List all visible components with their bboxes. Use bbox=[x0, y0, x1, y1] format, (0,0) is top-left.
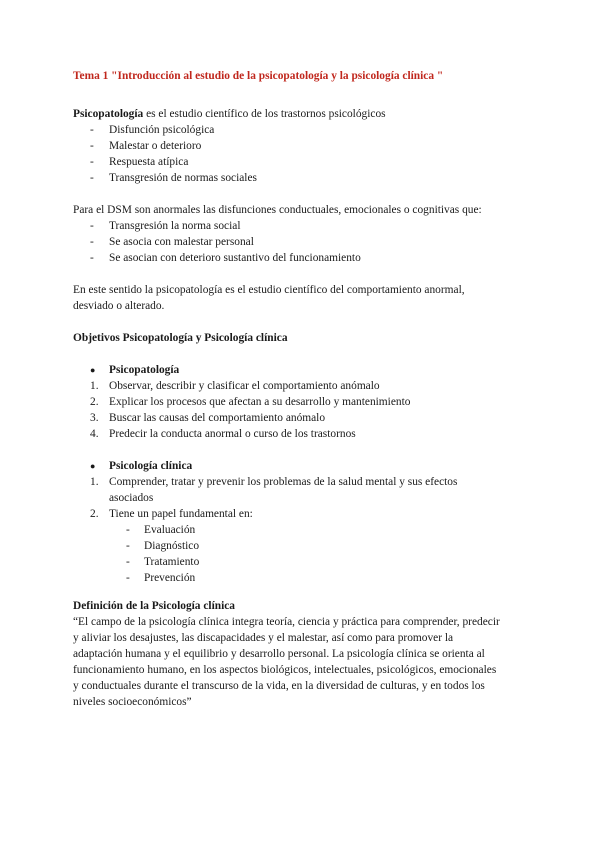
psicopatologia-objectives-list bbox=[73, 378, 528, 442]
list-item: - Diagnóstico bbox=[126, 540, 200, 552]
list-item: 1. Comprender, tratar y prevenir los problemas de la salud mental y sus efectos asociados bbox=[90, 476, 458, 504]
psicopatologia-definition-text: es el estudio científico de los trastornos psicológicos bbox=[143, 108, 386, 120]
list-item: 1. Observar, describir y clasificar el comportamiento anómalo bbox=[90, 380, 380, 392]
definicion-quote: “El campo de la psicología clínica integra teoría, ciencia y práctica para comprender, predecir y aliviar los desajustes, las discapacidades y el malestar, así como para promover la adaptación humana y el equilibrio y desarrollo personal. La psicología clínica se orienta al funcionamiento humano, en los aspectos biológicos, intelectuales, psicológicos, emocionales y conductuales durante el transcurso de la vida, en la diversidad de culturas, y en todos los niveles socioeconómicos” bbox=[73, 616, 500, 708]
dsm-criteria-list bbox=[73, 218, 528, 266]
psicopatologia-term: Psicopatología bbox=[73, 108, 144, 120]
list-item: 4. Predecir la conducta anormal o curso de los trastornos bbox=[90, 428, 356, 440]
list-item: - Transgresión la norma social bbox=[90, 220, 241, 232]
list-item: - Tratamiento bbox=[126, 556, 200, 568]
psicologia-clinica-bullet: ● Psicología clínica bbox=[90, 460, 193, 472]
objetivos-heading: Objetivos Psicopatología y Psicología clínica bbox=[73, 332, 288, 344]
list-item: - Malestar o deterioro bbox=[90, 140, 202, 152]
list-item: - Transgresión de normas sociales bbox=[90, 172, 257, 184]
list-item: 2. Tiene un papel fundamental en: bbox=[90, 508, 253, 520]
document-title: Tema 1 "Introducción al estudio de la psicopatología y la psicología clínica " bbox=[73, 70, 444, 82]
dsm-intro: Para el DSM son anormales las disfunciones conductuales, emocionales o cognitivas que: bbox=[73, 204, 482, 216]
list-item: - Evaluación bbox=[126, 524, 196, 536]
list-item: - Se asocia con malestar personal bbox=[90, 236, 254, 248]
list-item: - Disfunción psicológica bbox=[90, 124, 215, 136]
document-page bbox=[73, 68, 528, 710]
psicopatologia-bullet: ● Psicopatología bbox=[90, 364, 180, 376]
psicopatologia-definition bbox=[73, 106, 528, 122]
list-item: - Respuesta atípica bbox=[90, 156, 189, 168]
definicion-heading: Definición de la Psicología clínica bbox=[73, 600, 235, 612]
psicologia-clinica-objectives-list bbox=[73, 474, 528, 522]
list-item: - Se asocian con deterioro sustantivo del funcionamiento bbox=[90, 252, 361, 264]
psicologia-clinica-roles-list bbox=[73, 522, 528, 586]
list-item: 2. Explicar los procesos que afectan a su desarrollo y mantenimiento bbox=[90, 396, 411, 408]
list-item: 3. Buscar las causas del comportamiento anómalo bbox=[90, 412, 326, 424]
sentido-paragraph: En este sentido la psicopatología es el estudio científico del comportamiento anormal, desviado o alterado. bbox=[73, 284, 465, 312]
psicopatologia-criteria-list bbox=[73, 122, 528, 186]
list-item: - Prevención bbox=[126, 572, 196, 584]
